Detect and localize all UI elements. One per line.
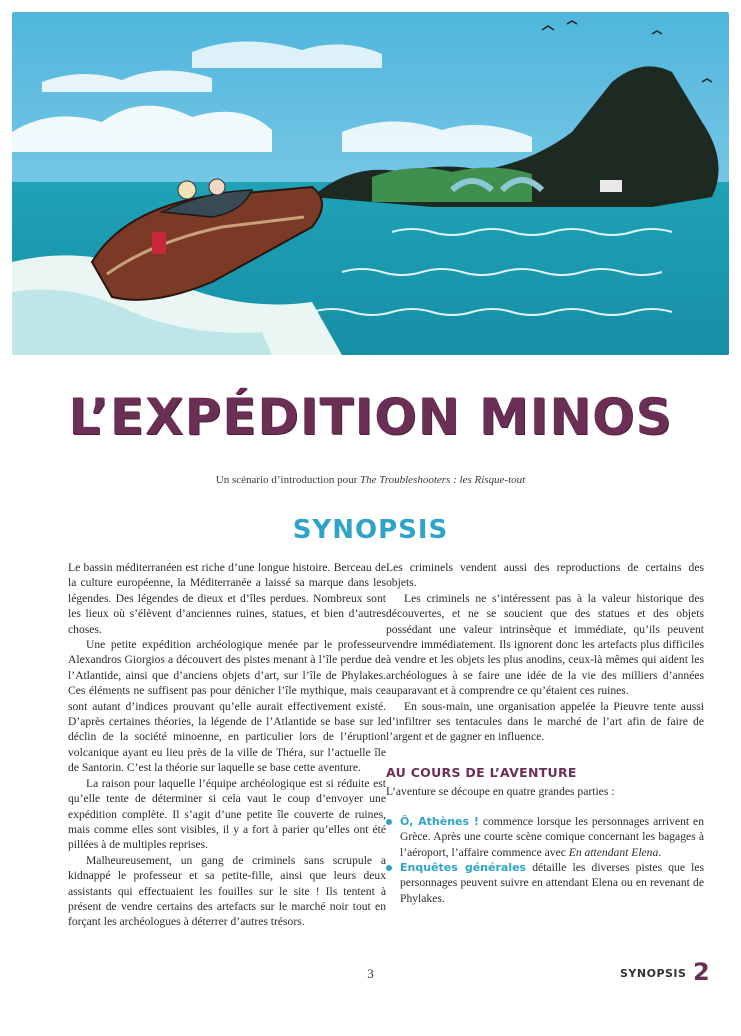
subtitle-prefix: Un scénario d’introduction pour (215, 474, 360, 486)
part-tail: . (658, 845, 662, 859)
footer-chapter-number: 2 (693, 958, 710, 986)
page-number: 3 (367, 966, 374, 981)
part-name: Enquêtes générales (400, 860, 527, 874)
section-title: SYNOPSIS (292, 515, 449, 545)
adventure-intro: L’aventure se découpe en quatre grandes parties : (386, 785, 615, 799)
paragraph: Malheureusement, un gang de criminels sans scrupule a kidnappé le professeur et sa petite-fille, ainsi que leurs deux assistants qui effectuaient les fouilles sur le site ! Ils tentent à présent de vendre certains des artefacts sur le marché noir tout en forçant les archéologues à déterrer d’autres trésors. (68, 853, 386, 929)
part-text: détaille les diverses pistes que les personnages peuvent suivre en attendant Elena ou en revenant de Phylakes. (400, 860, 704, 905)
speedboat-island-illustration (12, 12, 729, 355)
subtitle-game-title: The Troubleshooters : les Risque-tout (359, 474, 526, 486)
footer-section-label: SYNOPSIS (620, 967, 687, 980)
page-title: L’EXPÉDITION MINOS (68, 388, 673, 446)
list-item (386, 860, 704, 906)
adventure-heading: AU COURS DE L’AVENTURE (386, 764, 577, 780)
paragraph: En sous-main, une organisation appelée la Pieuvre tente aussi d’infiltrer ses tentacules dans le marché de l’art afin de faire de l’argent et de gagner en influence. (386, 699, 704, 744)
part-name: Ô, Athènes ! (400, 814, 479, 828)
paragraph: Les criminels ne s’intéressent pas à la valeur historique des découvertes, et ne se soucient que des statues et des objets possédant une valeur intrinsèque et immédiate, qu’ils peuvent vendre immédiatement. Ils ignorent donc les artefacts plus difficiles à vendre et les objets les plus anodins, ceux-là mêmes qui aident les archéologues à se faire une idée de la vie des milliers d’années auparavant et à comprendre ce qu’étaient ces ruines. (386, 591, 704, 698)
list-item (386, 814, 704, 860)
left-column (68, 560, 386, 930)
paragraph: Une petite expédition archéologique menée par le professeur Alexandros Giorgios a découvert des pistes menant à l’île perdue de l’Atlantide, ainsi que d’anciens objets d’art, sur l’île de Phylakes. Ces éléments ne suffisent pas pour dénicher l’île mythique, mais ce sont autant d’indices prouvant qu’elle aurait effectivement existé. D’après certaines théories, la légende de l’Atlantide se base sur le déclin de la société minoenne, en particulier lors de l’éruption volcanique ayant eu lieu près de la ville de Théra, sur l’actuelle île de Santorin. C’est la théorie sur laquelle se base cette aventure. (68, 638, 386, 775)
header-illustration (12, 12, 729, 355)
subtitle (0, 474, 741, 486)
adventure-parts-list (386, 814, 704, 906)
part-text: commence lorsque les personnages arrivent en Grèce. Après une courte scène comique concernant les bagages à l’aéroport, l’affaire commence avec (400, 814, 704, 859)
part-italic: En attendant Elena (568, 845, 659, 859)
right-column (386, 560, 704, 906)
paragraph: Le bassin méditerranéen est riche d’une longue histoire. Berceau de la culture européenne, la Méditerranée a laissé sa marque dans les légendes. Des légendes de dieux et d’îles perdues. Nombreux sont les lieux où s’élèvent d’anciennes ruines, statues, et bien d’autres choses. (68, 561, 386, 636)
paragraph: Les criminels vendent aussi des reproductions de certains des objets. (386, 561, 704, 590)
paragraph: La raison pour laquelle l’équipe archéologique est si réduite est qu’elle tente de déterminer si cela vaut le coup d’envoyer une expédition complète. Il s’agit d’une petite île couverte de ruines, mais comme elles sont visibles, il y a fort à parier qu’elles ont été pillées à de multiples reprises. (68, 776, 386, 852)
